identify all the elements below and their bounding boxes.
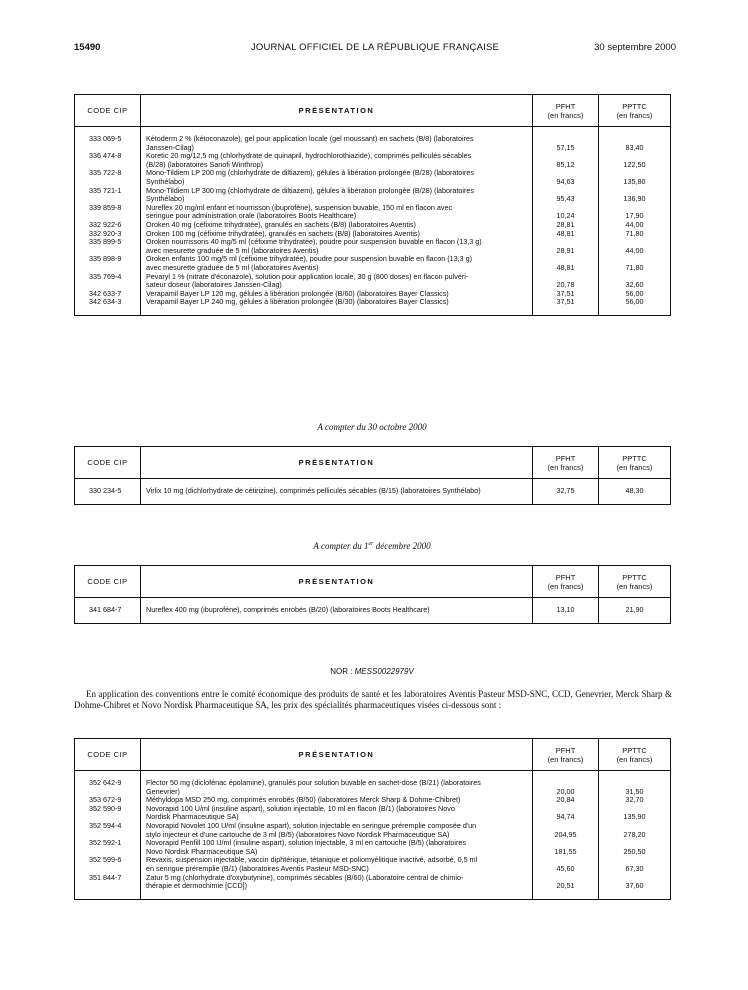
presentation-line-cont: (B/28) (laboratoires Sanofi Winthrop) xyxy=(146,159,264,169)
table-row xyxy=(75,238,671,255)
cip-code: 341 684-7 xyxy=(75,606,141,615)
spacer-cell xyxy=(141,496,533,505)
pfht-value: 10,24 xyxy=(533,204,599,221)
column-header-code: CODE CIP xyxy=(75,95,141,127)
table-row xyxy=(75,779,671,796)
presentation-line: Virlix 10 mg (dichlorhydrate de cétirizine), comprimés pelliculés sécables (B/15) (laboratoires Synthélabo) xyxy=(146,486,481,495)
cip-code: 335 898-9 xyxy=(75,255,141,272)
presentation-line: Novorapid Novolet 100 U/ml (insuline aspart), solution injectable en seringue préremplie composée d'un xyxy=(146,820,477,830)
presentation-line: Novorapid 100 U/ml (insuline aspart), solution injectable, 10 ml en flacon (B/1) (laboratoires Novo xyxy=(146,803,455,813)
cip-code: 333 069-5 xyxy=(75,135,141,152)
cip-code: 332 922-6 xyxy=(75,221,141,230)
table-row xyxy=(75,874,671,891)
cip-code: 351 844-7 xyxy=(75,874,141,891)
column-header-code: CODE CIP xyxy=(75,566,141,598)
presentation-line: Oroken 100 mg (céfixime trihydratée), granulés en sachets (B/8) (laboratoires Aventis) xyxy=(146,228,420,238)
presentation-line: Oroken enfants 100 mg/5 ml (céfixime trihydratée), poudre pour suspension buvable en flacon (13,3 g) xyxy=(146,254,473,264)
presentation-cell xyxy=(141,238,533,255)
presentation-cell xyxy=(141,822,533,839)
column-header-code: CODE CIP xyxy=(75,447,141,479)
page-number: 15490 xyxy=(74,42,101,53)
pfht-value: 20,00 xyxy=(533,779,599,796)
pfht-value: 37,51 xyxy=(533,298,599,307)
pfht-value: 37,51 xyxy=(533,290,599,299)
presentation-line-cont: thérapie et dermochimie [CCD]) xyxy=(146,881,248,891)
presentation-line: Nureflex 20 mg/ml enfant et nourrisson (ibuprofène), suspension buvable, 150 ml en flacon avec xyxy=(146,202,453,212)
ppttc-value: 250,50 xyxy=(599,839,671,856)
presentation-line: Revaxis, suspension injectable, vaccin diphtérique, tétanique et poliomyélitique inactivé, adsorbé, 0,5 ml xyxy=(146,855,478,865)
ppttc-value: 37,60 xyxy=(599,874,671,891)
ppttc-value: 67,30 xyxy=(599,856,671,873)
presentation-cell xyxy=(141,255,533,272)
cip-code: 330 234-5 xyxy=(75,487,141,496)
presentation-line-cont: Genevrier) xyxy=(146,786,180,796)
cip-code: 352 590-9 xyxy=(75,805,141,822)
presentation-line: Oroken 40 mg (céfixime trihydratée), granulés en sachets (B/8) (laboratoires Aventis) xyxy=(146,219,416,229)
ppttc-value: 278,20 xyxy=(599,822,671,839)
ppttc-value: 136,90 xyxy=(599,187,671,204)
pfht-unit: (en francs) xyxy=(547,581,584,591)
presentation-line-cont: avec mesurette graduée de 5 ml (laboratoires Aventis) xyxy=(146,262,319,272)
table-row xyxy=(75,169,671,186)
table-bottom-pad xyxy=(75,615,671,624)
presentation-line: Mono-Tildiem LP 200 mg (chlorhydrate de diltiazem), gélules à libération prolongée (B/28) (laboratoires xyxy=(146,168,474,178)
column-header-presentation: PRÉSENTATION xyxy=(141,739,533,771)
price-table-4 xyxy=(74,738,671,900)
spacer-cell xyxy=(141,307,533,316)
presentation-cell xyxy=(141,187,533,204)
ppttc-value: 32,60 xyxy=(599,273,671,290)
ppttc-label: PPTTC xyxy=(622,572,647,582)
table-bottom-pad xyxy=(75,891,671,900)
presentation-line-cont: en seringue préremplie (B/1) (laboratoires Aventis Pasteur MSD-SNC) xyxy=(146,863,369,873)
table-row xyxy=(75,187,671,204)
ppttc-value: 48,30 xyxy=(599,487,671,496)
table-row xyxy=(75,839,671,856)
cip-code: 352 592-1 xyxy=(75,839,141,856)
price-table-1 xyxy=(74,94,671,316)
pfht-value: 45,60 xyxy=(533,856,599,873)
presentation-line: Zatur 5 mg (chlorhydrate d'oxybutynine), comprimés sécables (B/60) (Laboratoire central de chimio- xyxy=(146,872,464,882)
table-row xyxy=(75,298,671,307)
presentation-line: Nureflex 400 mg (ibuprofène), comprimés enrobés (B/20) (laboratoires Boots Healthcare) xyxy=(146,605,430,614)
spacer-cell xyxy=(75,891,141,900)
presentation-line: Mono-Tildiem LP 300 mg (chlorhydrate de diltiazem), gélules à libération prolongée (B/28) (laboratoires xyxy=(146,185,474,195)
cip-code: 352 642-9 xyxy=(75,779,141,796)
section-date-heading-2: A compter du 1er décembre 2000 xyxy=(313,541,431,551)
presentation-cell xyxy=(141,874,533,891)
presentation-cell xyxy=(141,606,533,615)
presentation-line: Novorapid Penfill 100 U/ml (insuline aspart), solution injectable, 3 ml en cartouche (B/5) (laboratoires xyxy=(146,838,466,848)
pfht-value: 48,81 xyxy=(533,230,599,239)
pfht-value: 20,78 xyxy=(533,273,599,290)
pfht-value: 28,91 xyxy=(533,238,599,255)
ppttc-value: 135,90 xyxy=(599,805,671,822)
spacer-cell xyxy=(599,127,671,136)
spacer-cell xyxy=(599,771,671,780)
spacer-cell xyxy=(75,615,141,624)
nor-reference: NOR : MESS0022979V xyxy=(330,667,414,676)
ppttc-value: 21,90 xyxy=(599,606,671,615)
table-row xyxy=(75,856,671,873)
column-header-pfht xyxy=(533,566,599,598)
ppttc-unit: (en francs) xyxy=(616,110,653,120)
ppttc-value: 56,00 xyxy=(599,290,671,299)
page-header xyxy=(74,42,676,56)
column-header-presentation: PRÉSENTATION xyxy=(141,566,533,598)
pfht-unit: (en francs) xyxy=(547,462,584,472)
table-row xyxy=(75,273,671,290)
table-row xyxy=(75,204,671,221)
section-date-heading: A compter du 30 octobre 2000 xyxy=(317,422,427,432)
pfht-value: 20,51 xyxy=(533,874,599,891)
cip-code: 336 474-8 xyxy=(75,152,141,169)
ppttc-value: 31,50 xyxy=(599,779,671,796)
column-header-pfht xyxy=(533,739,599,771)
presentation-line: Koretic 20 mg/12,5 mg (chlorhydrate de quinapril, hydrochlorothiazide), comprimés pelliculés sécables xyxy=(146,151,472,161)
ppttc-value: 17,90 xyxy=(599,204,671,221)
presentation-line-cont: stylo injecteur et d'une cartouche de 3 ml (B/5) (laboratoires Novo Nordisk Pharmaceutique SA) xyxy=(146,829,450,839)
spacer-cell xyxy=(533,307,599,316)
spacer-cell xyxy=(599,615,671,624)
column-header-pfht xyxy=(533,95,599,127)
ppttc-value: 71,80 xyxy=(599,230,671,239)
ppttc-label: PPTTC xyxy=(622,101,647,111)
cip-code: 335 722-8 xyxy=(75,169,141,186)
cip-code: 353 672-9 xyxy=(75,796,141,805)
presentation-line-cont: Nordisk Pharmaceutique SA) xyxy=(146,812,239,822)
intro-paragraph: En application des conventions entre le comité économique des produits de santé et les laboratoires Aventis Pasteur MSD-SNC, CCD, Genevrier, Merck Sharp & Dohme-Chibret et Novo Nordisk Pharmaceutique SA, les prix des spécialités pharmaceutiques visées ci-dessous sont : xyxy=(74,689,672,710)
journal-title: JOURNAL OFFICIEL DE LA RÉPUBLIQUE FRANÇAISE xyxy=(250,42,500,53)
presentation-cell xyxy=(141,805,533,822)
cip-code: 335 769-4 xyxy=(75,273,141,290)
price-table-3 xyxy=(74,565,671,624)
ppttc-unit: (en francs) xyxy=(616,581,653,591)
ppttc-unit: (en francs) xyxy=(616,462,653,472)
spacer-cell xyxy=(141,615,533,624)
pfht-value: 95,43 xyxy=(533,187,599,204)
presentation-cell xyxy=(141,839,533,856)
column-header-ppttc xyxy=(599,566,671,598)
presentation-cell xyxy=(141,298,533,307)
cip-code: 352 594-4 xyxy=(75,822,141,839)
pfht-value: 204,95 xyxy=(533,822,599,839)
presentation-cell xyxy=(141,779,533,796)
pfht-label: PFHT xyxy=(555,745,576,755)
presentation-line-cont: Synthélabo) xyxy=(146,194,185,204)
issue-date: 30 septembre 2000 xyxy=(594,42,676,53)
presentation-line: Kétoderm 2 % (kétoconazole), gel pour application locale (gel moussant) en sachets (B/8) (laboratoires xyxy=(146,134,474,143)
presentation-cell xyxy=(141,204,533,221)
presentation-line-cont: sateur doseur (laboratoires Janssen-Cilag) xyxy=(146,280,282,290)
ppttc-unit: (en francs) xyxy=(616,754,653,764)
ppttc-label: PPTTC xyxy=(622,453,647,463)
column-header-ppttc xyxy=(599,95,671,127)
pfht-value: 28,81 xyxy=(533,221,599,230)
cip-code: 342 634-3 xyxy=(75,298,141,307)
pfht-value: 20,84 xyxy=(533,796,599,805)
presentation-cell xyxy=(141,273,533,290)
pfht-label: PFHT xyxy=(555,572,576,582)
column-header-code: CODE CIP xyxy=(75,739,141,771)
table-row xyxy=(75,255,671,272)
ppttc-value: 122,50 xyxy=(599,152,671,169)
presentation-line-cont: Janssen-Cilag) xyxy=(146,142,194,152)
pfht-unit: (en francs) xyxy=(547,754,584,764)
cip-code: 335 721-1 xyxy=(75,187,141,204)
table-row xyxy=(75,822,671,839)
presentation-line: Flector 50 mg (diclofénac épolamine), granulés pour solution buvable en sachet-dose (B/21) (laboratoires xyxy=(146,778,481,787)
table-row xyxy=(75,487,671,496)
pfht-unit: (en francs) xyxy=(547,110,584,120)
spacer-cell xyxy=(533,127,599,136)
cip-code: 335 899-5 xyxy=(75,238,141,255)
table-bottom-pad xyxy=(75,496,671,505)
table-header-row xyxy=(75,739,671,771)
presentation-line-cont: Synthélabo) xyxy=(146,176,185,186)
spacer-cell xyxy=(533,615,599,624)
cip-code: 332 920-3 xyxy=(75,230,141,239)
table-header-row xyxy=(75,447,671,479)
pfht-label: PFHT xyxy=(555,101,576,111)
ppttc-value: 56,00 xyxy=(599,298,671,307)
ppttc-label: PPTTC xyxy=(622,745,647,755)
pfht-value: 181,55 xyxy=(533,839,599,856)
pfht-value: 94,63 xyxy=(533,169,599,186)
table-header-row xyxy=(75,566,671,598)
presentation-line: Verapamil Bayer LP 120 mg, gélules à libération prolongée (B/60) (laboratoires Bayer Classics) xyxy=(146,288,449,298)
presentation-line: Méthyldopa MSD 250 mg, comprimés enrobés (B/50) (laboratoires Merck Sharp & Dohme-Chibret) xyxy=(146,795,461,805)
pfht-value: 94,74 xyxy=(533,805,599,822)
spacer-cell xyxy=(533,891,599,900)
ppttc-value: 32,70 xyxy=(599,796,671,805)
pfht-value: 57,15 xyxy=(533,135,599,152)
pfht-value: 13,10 xyxy=(533,606,599,615)
spacer-cell xyxy=(75,307,141,316)
table-row xyxy=(75,152,671,169)
table-row xyxy=(75,135,671,152)
spacer-cell xyxy=(75,496,141,505)
presentation-line-cont: avec mesurette graduée de 5 ml (laboratoires Aventis) xyxy=(146,245,319,255)
spacer-cell xyxy=(599,307,671,316)
ppttc-value: 44,00 xyxy=(599,238,671,255)
presentation-line: Verapamil Bayer LP 240 mg, gélules à libération prolongée (B/30) (laboratoires Bayer Classics) xyxy=(146,297,449,307)
table-header-row xyxy=(75,95,671,127)
ppttc-value: 135,80 xyxy=(599,169,671,186)
price-table-2 xyxy=(74,446,671,505)
cip-code: 342 633-7 xyxy=(75,290,141,299)
column-header-ppttc xyxy=(599,739,671,771)
spacer-cell xyxy=(533,771,599,780)
column-header-presentation: PRÉSENTATION xyxy=(141,447,533,479)
cip-code: 352 599-6 xyxy=(75,856,141,873)
table-row xyxy=(75,606,671,615)
column-header-pfht xyxy=(533,447,599,479)
spacer-cell xyxy=(599,496,671,505)
presentation-line: Oroken nourrissons 40 mg/5 ml (céfixime trihydratée), poudre pour suspension buvable en flacon (13,3 g) xyxy=(146,237,482,247)
presentation-cell xyxy=(141,856,533,873)
ppttc-value: 71,80 xyxy=(599,255,671,272)
presentation-line-cont: seringue pour administration orale (laboratoires Boots Healthcare) xyxy=(146,211,357,221)
ppttc-value: 44,00 xyxy=(599,221,671,230)
pfht-value: 48,81 xyxy=(533,255,599,272)
presentation-line-cont: Novo Nordisk Pharmaceutique SA) xyxy=(146,846,258,856)
presentation-cell xyxy=(141,487,533,496)
ppttc-value: 83,40 xyxy=(599,135,671,152)
spacer-cell xyxy=(599,891,671,900)
spacer-cell xyxy=(141,891,533,900)
pfht-label: PFHT xyxy=(555,453,576,463)
cip-code: 339 859-8 xyxy=(75,204,141,221)
pfht-value: 32,75 xyxy=(533,487,599,496)
spacer-cell xyxy=(533,496,599,505)
table-bottom-pad xyxy=(75,307,671,316)
presentation-cell xyxy=(141,152,533,169)
pfht-value: 85,12 xyxy=(533,152,599,169)
column-header-ppttc xyxy=(599,447,671,479)
presentation-cell xyxy=(141,169,533,186)
presentation-line: Pevaryl 1 % (nitrate d'éconazole), solution pour application locale, 30 g (800 doses) en flacon pulvéri- xyxy=(146,271,469,281)
presentation-cell xyxy=(141,135,533,152)
table-row xyxy=(75,805,671,822)
column-header-presentation: PRÉSENTATION xyxy=(141,95,533,127)
